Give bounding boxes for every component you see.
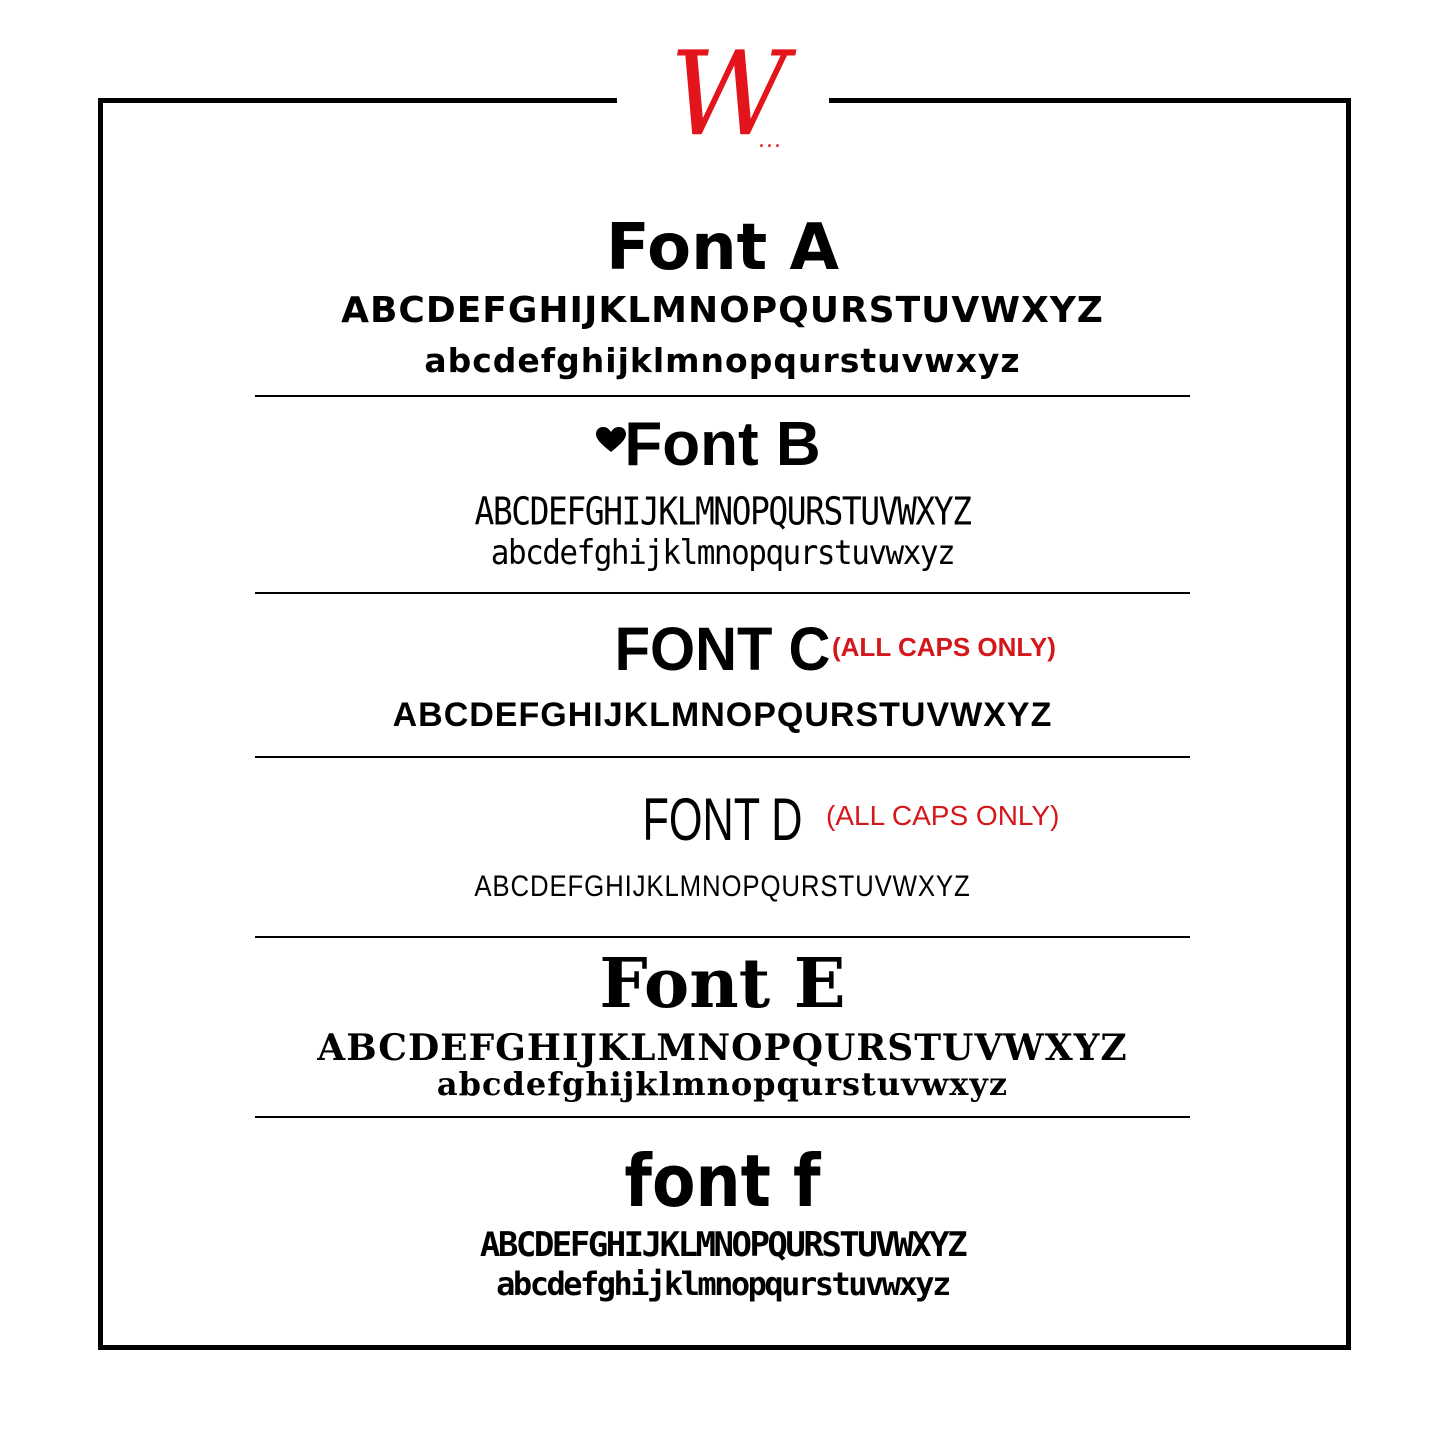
font-f-lowercase: abcdefghijklmnopqurstuvwxyz — [496, 1265, 949, 1303]
font-a-lowercase: abcdefghijklmnopqurstuvwxyz — [424, 341, 1021, 380]
logo-monogram: W — [669, 27, 761, 162]
brand-logo — [640, 27, 810, 177]
font-d-note: (ALL CAPS ONLY) — [826, 800, 1060, 831]
font-d-uppercase: ABCDEFGHIJKLMNOPQURSTUVWXYZ — [474, 870, 971, 903]
font-c-uppercase: ABCDEFGHIJKLMNOPQURSTUVWXYZ — [392, 696, 1053, 734]
font-a-uppercase: ABCDEFGHIJKLMNOPQURSTUVWXYZ — [341, 290, 1104, 331]
section-divider — [255, 756, 1190, 758]
logo-ellipsis: ... — [758, 128, 782, 153]
font-c-title: FONT C — [614, 615, 831, 684]
section-divider — [255, 395, 1190, 397]
font-f-title: font f — [624, 1139, 821, 1223]
section-divider — [255, 936, 1190, 938]
font-d-title: FONT D — [642, 786, 803, 853]
font-f-uppercase: ABCDEFGHIJKLMNOPQURSTUVWXYZ — [479, 1225, 966, 1265]
section-divider — [255, 592, 1190, 594]
font-e-title: Font E — [599, 944, 846, 1024]
font-e-lowercase: abcdefghijklmnopqurstuvwxyz — [436, 1065, 1009, 1103]
font-b-lowercase: abcdefghijklmnopqurstuvwxyz — [490, 533, 955, 573]
font-e-uppercase: ABCDEFGHIJKLMNOPQURSTUVWXYZ — [317, 1027, 1128, 1069]
font-c-note: (ALL CAPS ONLY) — [832, 632, 1056, 662]
section-divider — [255, 1116, 1190, 1118]
font-b-uppercase: ABCDEFGHIJKLMNOPQURSTUVWXYZ — [474, 489, 971, 534]
font-b-title: Font B — [624, 410, 821, 479]
font-a-title: Font A — [605, 211, 840, 285]
